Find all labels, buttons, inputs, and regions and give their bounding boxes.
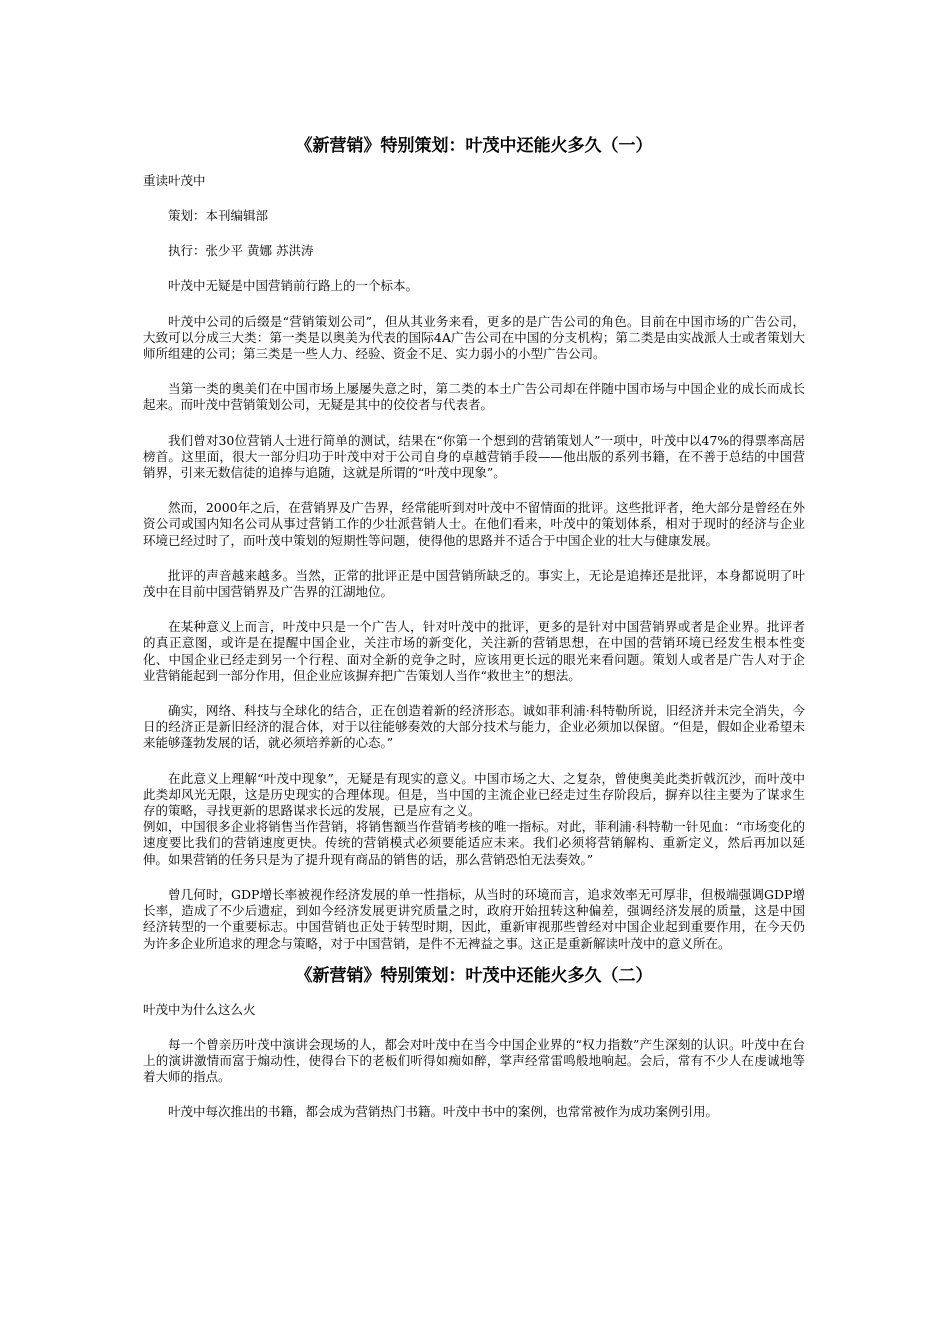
paragraph: 例如，中国很多企业将销售当作营销，将销售额当作营销考核的唯一指标。对此，菲利浦·科特勒一针见血：“市场变化的速度要比我们的营销速度更快。传统的营销模式必须要能适应未来。我们必须将营销解构、重新定义，然后再加以延伸。如果营销的任务只是为了提升现有商品的销售的话，那么营销恐怕无法奏效。” — [143, 819, 805, 867]
paragraph: 我们曾对30位营销人士进行简单的测试，结果在“你第一个想到的营销策划人”一项中，叶茂中以47%的得票率高居榜首。这里面，很大一部分归功于叶茂中对于公司自身的卓越营销手段——他出版的系列书籍，在不善于总结的中国营销界，引来无数信徒的追捧与追随，这就是所谓的“叶茂中现象”。 — [143, 432, 805, 481]
paragraph: 叶茂中无疑是中国营销前行路上的一个标本。 — [168, 278, 419, 294]
paragraph: 叶茂中每次推出的书籍，都会成为营销热门书籍。叶茂中书中的案例，也常常被作为成功案例引用。 — [168, 1104, 719, 1120]
paragraph: 每一个曾亲历叶茂中演讲会现场的人，都会对叶茂中在当今中国企业界的“权力指数”产生深刻的认识。叶茂中在台上的演讲激情而富于煽动性，使得台下的老板们听得如痴如醉，掌声经常雷鸣般地响起。会后，常有不少人在虔诚地等着大师的指点。 — [143, 1036, 805, 1085]
paragraph: 叶茂中公司的后缀是“营销策划公司”，但从其业务来看，更多的是广告公司的角色。目前在中国市场的广告公司，大致可以分成三大类：第一类是以奥美为代表的国际4A广告公司在中国的分支机构；第二类是由实战派人士或者策划大师所组建的公司；第三类是一些人力、经验、资金不足、实力弱小的小型广告公司。 — [143, 313, 805, 362]
document-page — [143, 118, 805, 1140]
section-2-title: 《新营销》特别策划：叶茂中还能火多久（二） — [295, 965, 653, 986]
executor-line: 执行：张少平 黄娜 苏洪涛 — [168, 243, 314, 259]
paragraph: 当第一类的奥美们在中国市场上屡屡失意之时，第二类的本土广告公司却在伴随中国市场与中国企业的成长而成长起来。而叶茂中营销策划公司，无疑是其中的佼佼者与代表者。 — [143, 381, 805, 413]
paragraph: 曾几何时，GDP增长率被视作经济发展的单一性指标，从当时的环境而言，追求效率无可厚非，但极端强调GDP增长率，造成了不少后遗症，到如今经济发展更讲究质量之时，政府开始扭转这种偏差，强调经济发展的质量，这是中国经济转型的一个重要标志。中国营销也正处于转型时期，因此，重新审视那些曾经对中国企业起到重要作用，在今天仍为许多企业所追求的理念与策略，对于中国营销，是件不无裨益之事。这正是重新解读叶茂中的意义所在。 — [143, 886, 805, 951]
paragraph: 然而，2000年之后，在营销界及广告界，经常能听到对叶茂中不留情面的批评。这些批评者，绝大部分是曾经在外资公司或国内知名公司从事过营销工作的少壮派营销人士。在他们看来，叶茂中的策划体系，相对于现时的经济与企业环境已经过时了，而叶茂中策划的短期性等问题，使得他的思路并不适合于中国企业的壮大与健康发展。 — [143, 500, 805, 548]
section-2-subtitle: 叶茂中为什么这么火 — [143, 1001, 256, 1017]
paragraph: 确实，网络、科技与全球化的结合，正在创造着新的经济形态。诚如菲利浦·科特勒所说，旧经济并未完全消失，今日的经济正是新旧经济的混合体，对于以往能够奏效的大部分技术与能力，企业必须加以保留。“但是，假如企业希望未来能够蓬勃发展的话，就必须培养新的心态。” — [143, 703, 805, 751]
section-1-title: 《新营销》特别策划：叶茂中还能火多久（一） — [295, 136, 653, 156]
planner-line: 策划：本刊编辑部 — [168, 208, 269, 223]
paragraph: 在某种意义上而言，叶茂中只是一个广告人，针对叶茂中的批评，更多的是针对中国营销界或者是企业界。批评者的真正意图，或许是在提醒中国企业，关注市场的新变化，关注新的营销思想，在中国的营销环境已经发生根本性变化、中国企业已经走到另一个行程、面对全新的竞争之时，应该用更长远的眼光来看问题。策划人或者是广告人对于企业营销能起到一部分作用，但企业应该摒弃把广告策划人当作“救世主”的想法。 — [143, 619, 805, 683]
paragraph: 在此意义上理解“叶茂中现象”，无疑是有现实的意义。中国市场之大、之复杂，曾使奥美此类折戟沉沙，而叶茂中此类却风光无限，这是历史现实的合理体现。但是，当中国的主流企业已经走过生存阶段后，摒弃以往主要为了谋求生存的策略，寻找更新的思路谋求长远的发展，已是应有之义。 — [143, 770, 805, 819]
section-1-subtitle: 重读叶茂中 — [143, 173, 206, 188]
paragraph: 批评的声音越来越多。当然，正常的批评正是中国营销所缺乏的。事实上，无论是追捧还是批评，本身都说明了叶茂中在目前中国营销界及广告界的江湖地位。 — [143, 567, 805, 600]
